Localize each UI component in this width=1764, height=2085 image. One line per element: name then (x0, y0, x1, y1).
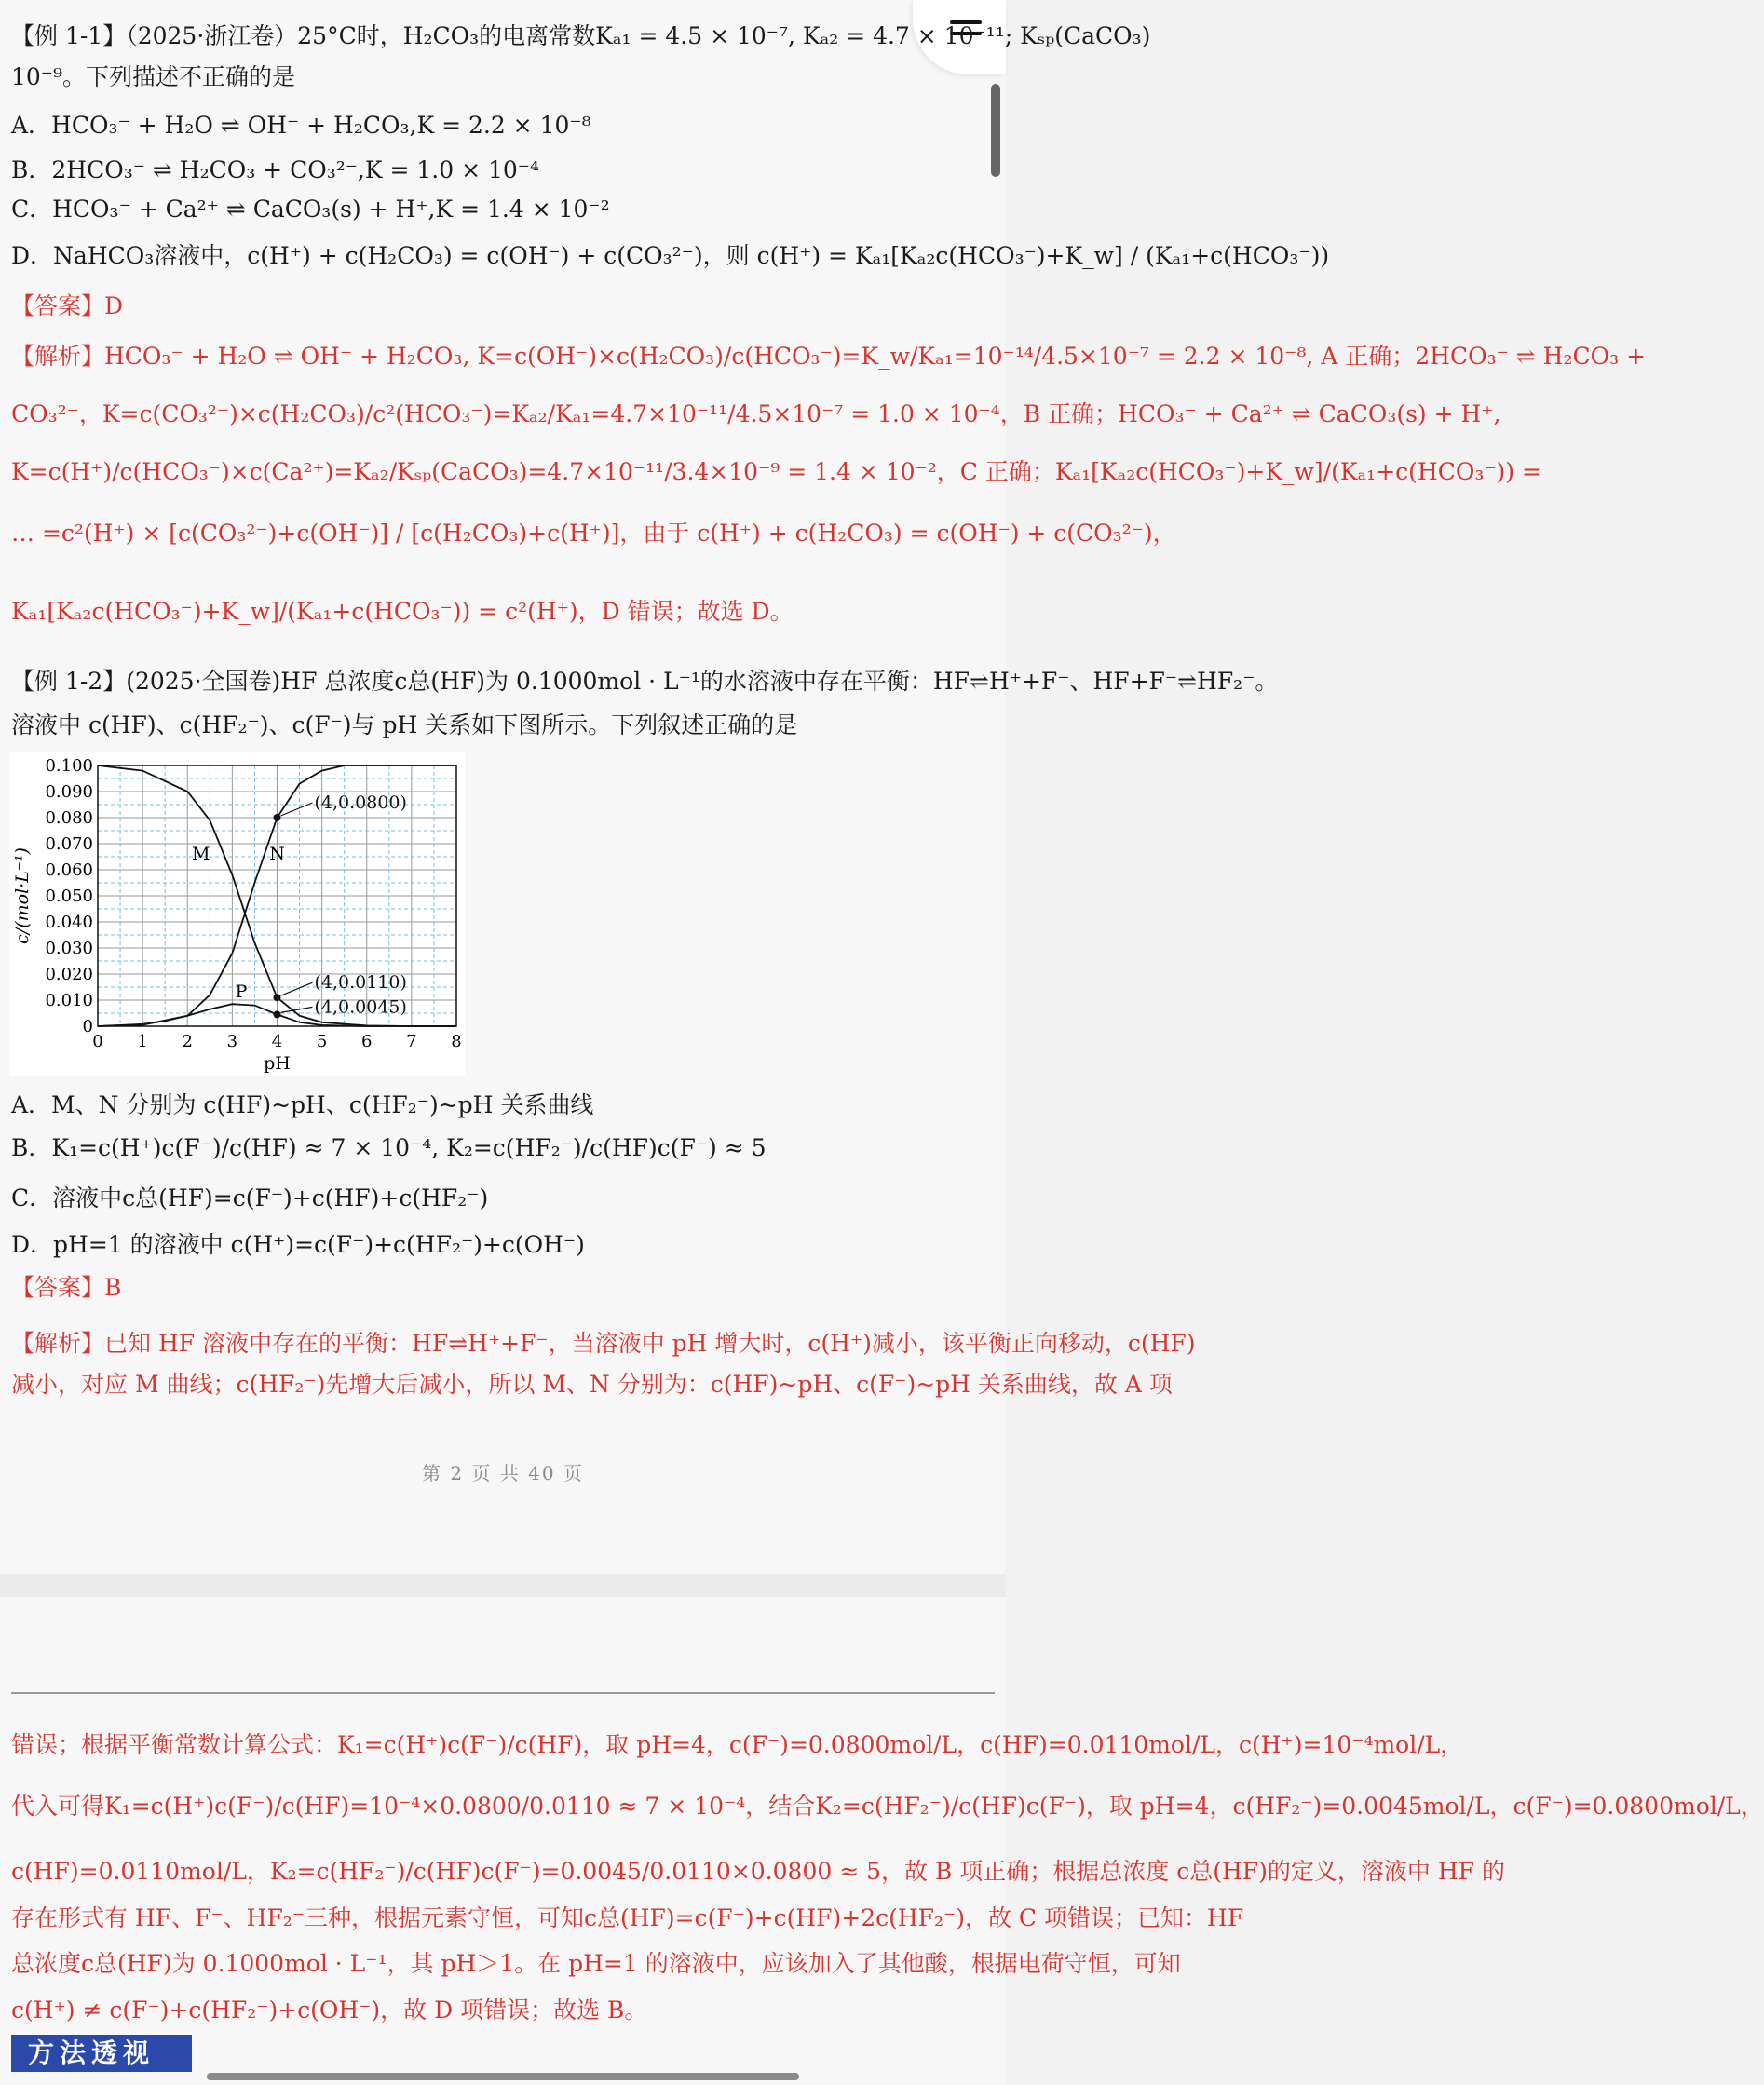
x-tick-label: 0 (92, 1032, 103, 1051)
y-tick-label: 0 (82, 1017, 93, 1036)
text-line: Kₐ₁[Kₐ₂c(HCO₃⁻)+K_w]/(Kₐ₁+c(HCO₃⁻)) = c²(H⁺)，D 错误；故选 D。 (11, 598, 794, 625)
y-tick-label: 0.050 (45, 887, 93, 906)
text-line: c(H⁺) ≠ c(F⁻)+c(HF₂⁻)+c(OH⁻)，故 D 项错误；故选 B。 (11, 1997, 648, 2024)
text-line: B．2HCO₃⁻ ⇌ H₂CO₃ + CO₃²⁻,K = 1.0 × 10⁻⁴ (11, 156, 540, 183)
text-line: A．HCO₃⁻ + H₂O ⇌ OH⁻ + H₂CO₃,K = 2.2 × 10⁻⁸ (11, 112, 591, 139)
text-line: … =c²(H⁺) × [c(CO₃²⁻)+c(OH⁻)] / [c(H₂CO₃)+c(H⁺)]，由于 c(H⁺) + c(H₂CO₃) = c(OH⁻) + c(CO₃²⁻)， (11, 520, 1176, 547)
data-point (274, 994, 281, 1001)
text-line: 减小，对应 M 曲线；c(HF₂⁻)先增大后减小，所以 M、N 分别为：c(HF)~pH、c(F⁻)~pH 关系曲线，故 A 项 (11, 1371, 1173, 1398)
text-line: K=c(H⁺)/c(HCO₃⁻)×c(Ca²⁺)=Kₐ₂/Kₛₚ(CaCO₃)=4.7×10⁻¹¹/3.4×10⁻⁹ = 1.4 × 10⁻²，C 正确；Kₐ₁[Kₐ₂c(HCO₃⁻)+K_w]/(Kₐ₁+c(HCO₃⁻)) = (11, 458, 1541, 485)
annotation-label: (4,0.0800) (314, 792, 407, 813)
x-tick-label: 6 (361, 1032, 373, 1051)
annotation-label: (4,0.0045) (314, 996, 407, 1018)
x-tick-label: 7 (406, 1032, 417, 1051)
page-gap (0, 1574, 1006, 1597)
y-tick-label: 0.060 (45, 860, 93, 880)
annotation-arrow (281, 1007, 313, 1012)
text-line: 10⁻⁹。下列描述不正确的是 (11, 63, 296, 90)
text-line: 【例 1-2】(2025·全国卷)HF 总浓度c总(HF)为 0.1000mol · L⁻¹的水溶液中存在平衡：HF⇌H⁺+F⁻、HF+F⁻⇌HF₂⁻。 (11, 668, 1279, 695)
y-tick-label: 0.070 (45, 834, 93, 854)
concentration-ph-chart (9, 752, 466, 1076)
text-line: D．NaHCO₃溶液中，c(H⁺) + c(H₂CO₃) = c(OH⁻) + c(CO₃²⁻)，则 c(H⁺) = Kₐ₁[Kₐ₂c(HCO₃⁻)+K_w] / (Kₐ₁+c(HCO₃⁻)) (11, 242, 1330, 269)
text-line: A．M、N 分别为 c(HF)~pH、c(HF₂⁻)~pH 关系曲线 (11, 1091, 594, 1118)
x-axis-label: pH (264, 1053, 291, 1074)
annotation-label: (4,0.0110) (314, 972, 407, 994)
text-line: 【答案】B (11, 1274, 122, 1301)
method-section-label: 方法透视 (11, 2035, 192, 2072)
x-tick-label: 5 (316, 1032, 328, 1051)
x-tick-label: 4 (271, 1032, 283, 1051)
curve-label: N (269, 843, 285, 864)
annotation-arrow (281, 982, 313, 995)
y-tick-label: 0.020 (45, 965, 93, 984)
text-line: 总浓度c总(HF)为 0.1000mol · L⁻¹，其 pH＞1。在 pH=1 的溶液中，应该加入了其他酸，根据电荷守恒，可知 (11, 1950, 1181, 1977)
page-number: 第 2 页 共 40 页 (422, 1462, 584, 1484)
y-axis-label: c/(mol·L⁻¹) (12, 847, 33, 944)
x-tick-label: 2 (182, 1032, 193, 1051)
text-line: C．溶液中c总(HF)=c(F⁻)+c(HF)+c(HF₂⁻) (11, 1185, 489, 1212)
y-tick-label: 0.040 (45, 913, 93, 932)
x-tick-label: 8 (451, 1032, 462, 1051)
y-tick-label: 0.030 (45, 939, 93, 958)
y-tick-label: 0.090 (45, 782, 93, 802)
text-line: 【例 1-1】（2025·浙江卷）25°C时，H₂CO₃的电离常数Kₐ₁ = 4.5 × 10⁻⁷, Kₐ₂ = 4.7 × 10⁻¹¹; Kₛₚ(CaCO₃) (11, 22, 1151, 49)
text-line: 存在形式有 HF、F⁻、HF₂⁻三种，根据元素守恒，可知c总(HF)=c(F⁻)+c(HF)+2c(HF₂⁻)，故 C 项错误；已知：HF (11, 1904, 1244, 1931)
data-point (274, 1010, 281, 1018)
curve-label: M (191, 843, 210, 864)
divider (11, 1692, 995, 1694)
text-line: 错误；根据平衡常数计算公式：K₁=c(H⁺)c(F⁻)/c(HF)，取 pH=4，c(F⁻)=0.0800mol/L，c(HF)=0.0110mol/L，c(H⁺)=10⁻⁴mol/L， (11, 1731, 1464, 1758)
text-line: 【解析】已知 HF 溶液中存在的平衡：HF⇌H⁺+F⁻，当溶液中 pH 增大时，c(H⁺)减小，该平衡正向移动，c(HF) (11, 1330, 1196, 1357)
text-line: 【解析】HCO₃⁻ + H₂O ⇌ OH⁻ + H₂CO₃, K=c(OH⁻)×c(H₂CO₃)/c(HCO₃⁻)=K_w/Kₐ₁=10⁻¹⁴/4.5×10⁻⁷ = 2.2 × 10⁻⁸, A 正确；2HCO₃⁻ ⇌ H₂CO₃ + (11, 343, 1647, 370)
text-line: C．HCO₃⁻ + Ca²⁺ ⇌ CaCO₃(s) + H⁺,K = 1.4 × 10⁻² (11, 196, 610, 223)
y-tick-label: 0.100 (45, 756, 93, 776)
text-line: 代入可得K₁=c(H⁺)c(F⁻)/c(HF)=10⁻⁴×0.0800/0.0110 ≈ 7 × 10⁻⁴，结合K₂=c(HF₂⁻)/c(HF)c(F⁻)，取 pH=4，c(HF₂⁻)=0.0045mol/L，c(F⁻)=0.0800mol/L， (11, 1793, 1764, 1820)
x-tick-label: 3 (226, 1032, 238, 1051)
y-tick-label: 0.010 (45, 991, 93, 1010)
text-line: D．pH=1 的溶液中 c(H⁺)=c(F⁻)+c(HF₂⁻)+c(OH⁻) (11, 1231, 585, 1258)
curve-label: P (235, 982, 248, 1003)
text-line: CO₃²⁻，K=c(CO₃²⁻)×c(H₂CO₃)/c²(HCO₃⁻)=Kₐ₂/Kₐ₁=4.7×10⁻¹¹/4.5×10⁻⁷ = 1.0 × 10⁻⁴，B 正确；HCO₃⁻ + Ca²⁺ ⇌ CaCO₃(s) + H⁺, (11, 400, 1501, 427)
text-line: 【答案】D (11, 292, 124, 319)
home-indicator[interactable] (207, 2073, 799, 2080)
text-line: c(HF)=0.0110mol/L，K₂=c(HF₂⁻)/c(HF)c(F⁻)=0.0045/0.0110×0.0800 ≈ 5，故 B 项正确；根据总浓度 c总(HF)的定义，溶液中 HF 的 (11, 1858, 1505, 1885)
data-point (274, 814, 281, 821)
text-line: B．K₁=c(H⁺)c(F⁻)/c(HF) ≈ 7 × 10⁻⁴, K₂=c(HF₂⁻)/c(HF)c(F⁻) ≈ 5 (11, 1134, 767, 1161)
text-line: 溶液中 c(HF)、c(HF₂⁻)、c(F⁻)与 pH 关系如下图所示。下列叙述正确的是 (11, 711, 798, 738)
y-tick-label: 0.080 (45, 808, 93, 828)
x-tick-label: 1 (137, 1032, 148, 1051)
